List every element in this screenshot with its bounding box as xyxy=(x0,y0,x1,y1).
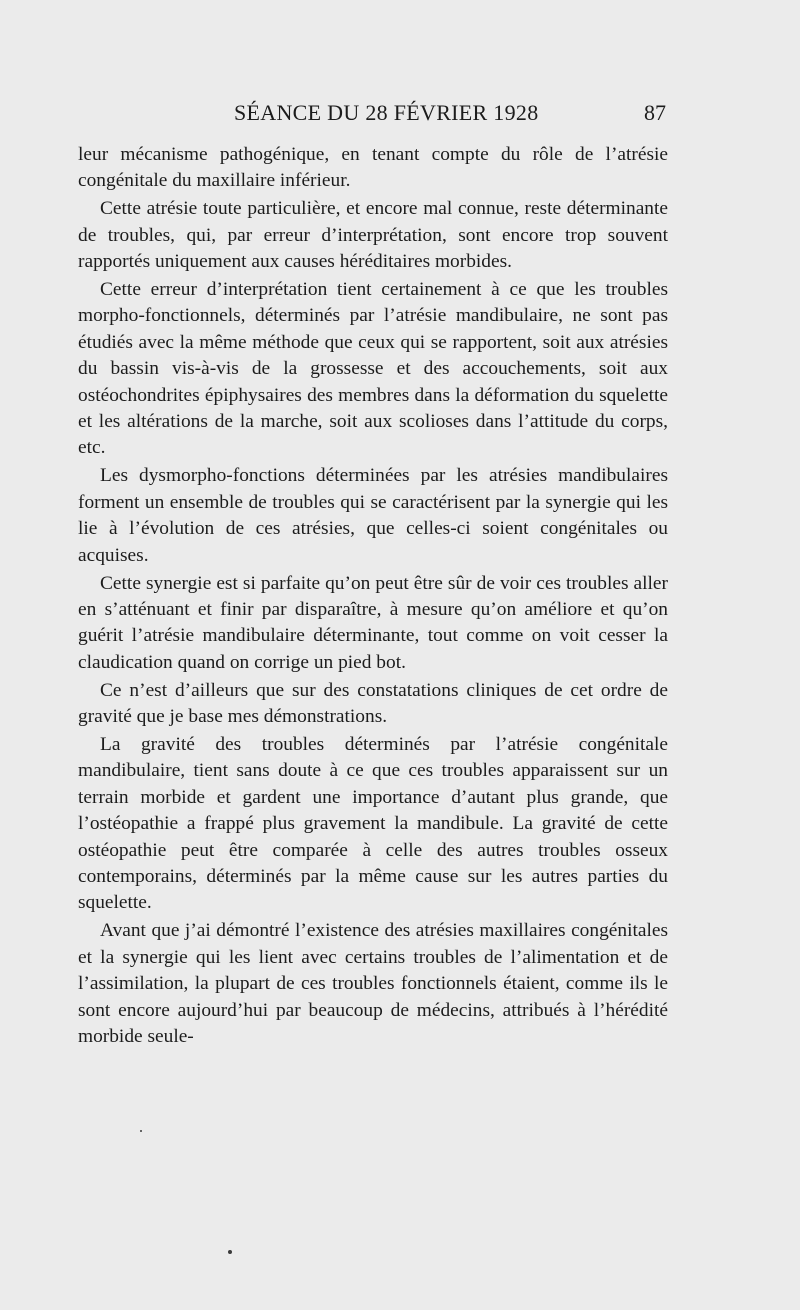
body-text xyxy=(78,142,668,1052)
paper-speck xyxy=(140,1130,142,1132)
running-head: SÉANCE DU 28 FÉVRIER 1928 xyxy=(234,100,539,125)
paragraph-8: Avant que j’ai démontré l’existence des atrésies maxillaires congénitales et la synergie qui les lient avec certains troubles de l’alimentation et de l’assimilation, la plupart de ces troubles fonctionnels étaient, comme ils le sont encore aujourd’hui par beaucoup de médecins, attribués à l’hérédité morbide seule- xyxy=(78,920,668,1047)
paragraph-5: Cette synergie est si parfaite qu’on peut être sûr de voir ces troubles aller en s’atténuant et finir par disparaître, à mesure qu’on améliore et qu’on guérit l’atrésie mandibulaire déterminante, tout comme on voit cesser la claudication quand on corrige un pied bot. xyxy=(78,572,668,673)
paragraph-4: Les dysmorpho-fonctions déterminées par les atrésies mandibulaires forment un ensemble de troubles qui se caractérisent par la synergie qui les lie à l’évolution de ces atrésies, que celles-ci soient congénitales ou acquises. xyxy=(78,465,668,566)
paragraph-7: La gravité des troubles déterminés par l’atrésie congénitale mandibulaire, tient sans doute à ce que ces troubles apparaissent sur un terrain morbide et gardent une importance d’autant plus grande, que l’ostéopathie a frappé plus gravement la mandibule. La gravité de cette ostéopathie peut être comparée à celle des autres troubles osseux contemporains, déterminés par la même cause sur les autres parties du squelette. xyxy=(78,733,668,914)
paragraph-6: Ce n’est d’ailleurs que sur des constatations cliniques de cet ordre de gravité que je base mes démonstrations. xyxy=(78,679,668,728)
paragraph-1: leur mécanisme pathogénique, en tenant compte du rôle de l’atrésie congénitale du maxillaire inférieur. xyxy=(78,144,668,192)
page-number: 87 xyxy=(644,100,666,125)
paragraph-3: Cette erreur d’interprétation tient certainement à ce que les troubles morpho-fonctionnels, déterminés par l’atrésie mandibulaire, ne sont pas étudiés avec la même méthode que ceux qui se rapportent, soit aux atrésies du bassin vis-à-vis de la grossesse et des accouchements, soit aux ostéochondrites épiphysaires des membres dans la déformation du squelette et les altérations de la marche, soit aux scolioses dans l’attitude du corps, etc. xyxy=(78,279,668,459)
paragraph-2: Cette atrésie toute particulière, et encore mal connue, reste déterminante de troubles, qui, par erreur d’interprétation, sont encore trop souvent rapportés uniquement aux causes héréditaires morbides. xyxy=(78,198,668,273)
paper-speck xyxy=(228,1250,232,1254)
page-header xyxy=(78,100,668,136)
